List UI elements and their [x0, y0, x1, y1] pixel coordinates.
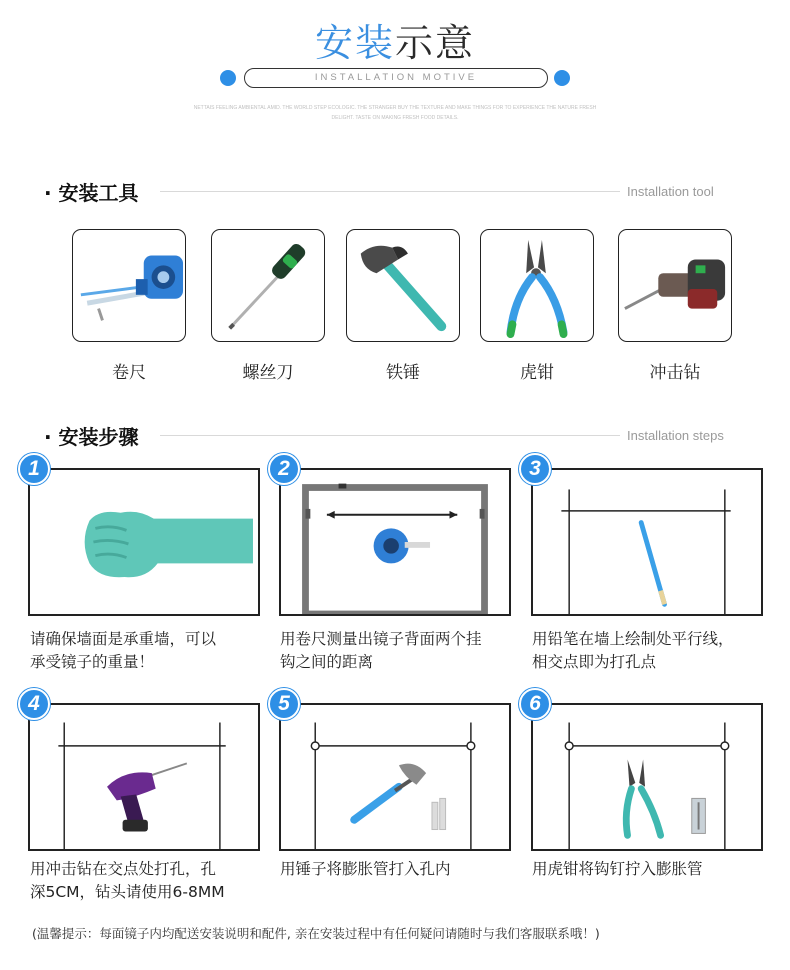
mirror-measure-icon — [281, 470, 509, 614]
step-1-text-line1: 请确保墙面是承重墙，可以 — [30, 630, 217, 648]
hammer-anchor-icon — [281, 705, 509, 849]
right-dot-icon — [554, 70, 570, 86]
step-5-text-line1: 用锤子将膨胀管打入孔内 — [280, 860, 451, 878]
step-2-text-line1: 用卷尺测量出镜子背面两个挂 — [280, 630, 482, 648]
pliers-icon — [481, 230, 593, 341]
step-3-illustration — [531, 468, 763, 616]
tiny-text-line2: DELIGHT. TASTE ON MAKING FRESH FOOD DETAILS. — [331, 115, 459, 121]
pencil-lines-icon — [533, 470, 761, 614]
step-2-text-line2: 钩之间的距离 — [280, 653, 374, 671]
step-badge-5: 5 — [268, 688, 300, 720]
step-6-text — [532, 858, 782, 881]
left-dot-icon — [220, 70, 236, 86]
step-badge-1: 1 — [18, 453, 50, 485]
tool-card-tape-measure — [72, 229, 186, 342]
tool-card-impact-drill — [618, 229, 732, 342]
footer-note: (温馨提示：每面镜子内均配送安装说明和配件, 亲在安装过程中有任何疑问请随时与我们客服联系哦！) — [32, 926, 600, 941]
page-title-dark: 示意 — [395, 21, 476, 65]
steps-section-english: Installation steps — [627, 428, 724, 443]
step-4-text-line2: 深5CM，钻头请使用6-8MM — [30, 883, 225, 901]
step-2-text — [280, 628, 530, 674]
tools-section-divider — [160, 191, 620, 192]
impact-drill-icon — [619, 230, 731, 341]
pliers-hook-icon — [533, 705, 761, 849]
page-title — [0, 12, 790, 67]
tape-measure-icon — [73, 230, 185, 341]
step-1-illustration — [28, 468, 260, 616]
steps-section-divider — [160, 435, 620, 436]
tool-label-screwdriver: 螺丝刀 — [242, 363, 294, 383]
tiny-text-line1: NETTAIS FEELING AMBIENTAL AMID. THE WORLD STEP ECOLOGIC. THE STRANGER BUY THE TEXTURE AND MAKE THINGS FOR TO EXPERIENCE THE NATURE FRESH — [193, 105, 597, 111]
step-4-text — [30, 858, 280, 904]
fist-icon — [30, 470, 258, 614]
subtitle-pill: INSTALLATION MOTIVE — [244, 68, 548, 88]
step-3-text-line2: 相交点即为打孔点 — [532, 653, 657, 671]
step-1-text — [30, 628, 280, 674]
tool-label-impact-drill: 冲击钻 — [649, 363, 701, 383]
step-1-text-line2: 承受镜子的重量！ — [30, 653, 155, 671]
step-4-text-line1: 用冲击钻在交点处打孔，孔 — [30, 860, 217, 878]
step-badge-3: 3 — [519, 453, 551, 485]
tool-label-tape-measure: 卷尺 — [112, 363, 146, 383]
hammer-icon — [347, 230, 459, 341]
steps-section-title: · 安装步骤 — [44, 425, 139, 449]
step-badge-2: 2 — [268, 453, 300, 485]
step-5-text — [280, 858, 530, 881]
step-6-illustration — [531, 703, 763, 851]
tools-section-english: Installation tool — [627, 184, 714, 199]
step-badge-6: 6 — [519, 688, 551, 720]
tools-section-title: · 安装工具 — [44, 181, 139, 205]
step-2-illustration — [279, 468, 511, 616]
drill-icon — [30, 705, 258, 849]
tool-label-pliers: 虎钳 — [520, 363, 554, 383]
step-badge-4: 4 — [18, 688, 50, 720]
tool-label-hammer: 铁锤 — [386, 363, 420, 383]
tool-card-hammer — [346, 229, 460, 342]
step-5-illustration — [279, 703, 511, 851]
step-3-text-line1: 用铅笔在墙上绘制处平行线， — [532, 630, 734, 648]
step-6-text-line1: 用虎钳将钩钉拧入膨胀管 — [532, 860, 703, 878]
step-4-illustration — [28, 703, 260, 851]
step-3-text — [532, 628, 782, 674]
screwdriver-icon — [212, 230, 324, 341]
tool-card-screwdriver — [211, 229, 325, 342]
tool-card-pliers — [480, 229, 594, 342]
page-title-blue: 安装 — [314, 21, 395, 65]
